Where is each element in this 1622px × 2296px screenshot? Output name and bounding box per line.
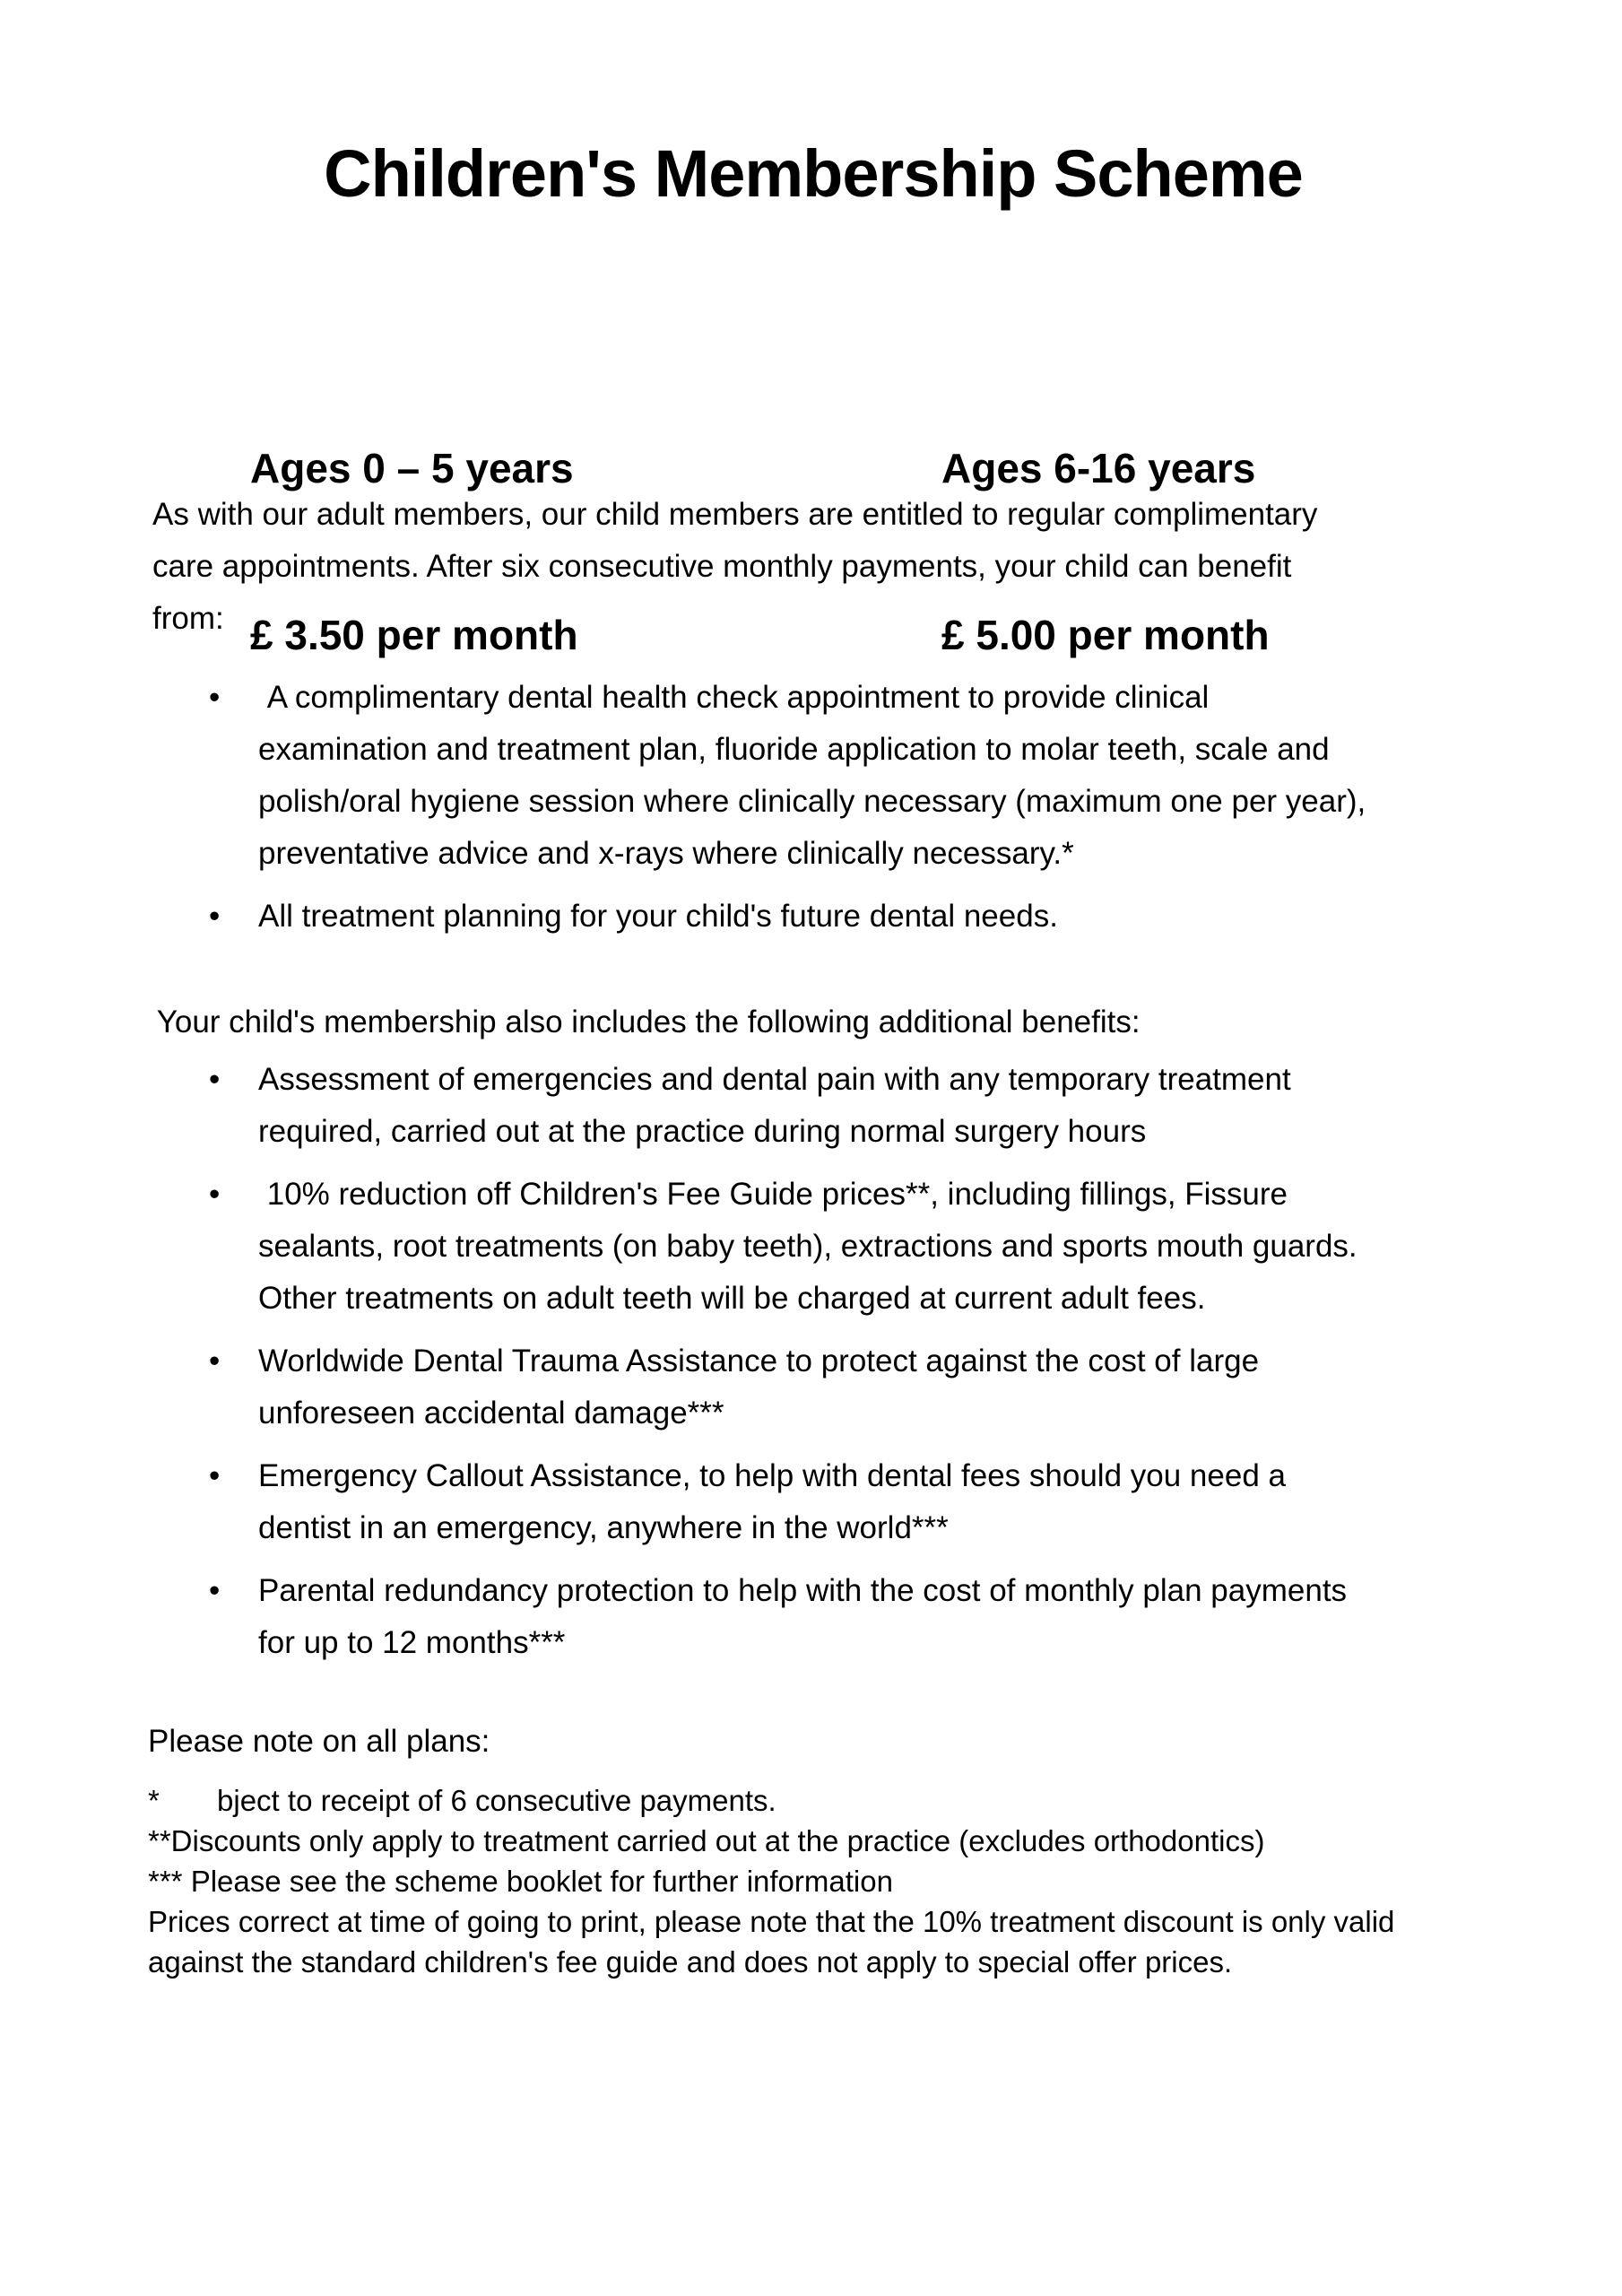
list-item: • 10% reduction off Children's Fee Guide prices**, including fillings, Fissure sealants, root treatments (on baby teeth), extractions and sports mouth guards. Other treatments on adult teeth will be charged at current adult fees. <box>148 1169 1370 1325</box>
list-item: • Assessment of emergencies and dental pain with any temporary treatment required, carried out at the practice during normal surgery hours <box>148 1054 1370 1158</box>
list-item: • Parental redundancy protection to help with the cost of monthly plan payments for up to 12 months*** <box>148 1565 1370 1669</box>
primary-benefits-list <box>148 672 1479 943</box>
list-item: • Worldwide Dental Trauma Assistance to protect against the cost of large unforeseen accidental damage*** <box>148 1335 1370 1439</box>
list-item: • Emergency Callout Assistance, to help with dental fees should you need a dentist in an emergency, anywhere in the world*** <box>148 1450 1370 1554</box>
price-amount-label: £ 5.00 per month <box>941 611 1270 658</box>
footnote-double-asterisk: **Discounts only apply to treatment carried out at the practice (excludes orthodontics) <box>148 1823 1265 1857</box>
list-item: • A complimentary dental health check appointment to provide clinical examination and treatment plan, fluoride application to molar teeth, scale and polish/oral hygiene session where clinically necessary (maximum one per year), preventative advice and x-rays where clinically necessary.* <box>148 672 1370 880</box>
page-title: Children's Membership Scheme <box>324 136 1303 211</box>
additional-benefits-heading: Your child's membership also includes the following additional benefits: <box>148 1004 1141 1039</box>
price-ages-label: Ages 0 – 5 years <box>250 444 574 491</box>
price-amount-label: £ 3.50 per month <box>250 611 578 658</box>
footnotes-section <box>148 1780 1466 1982</box>
plans-note-heading: Please note on all plans: <box>148 1723 490 1759</box>
additional-benefits-list <box>148 1054 1479 1669</box>
footnote-single-asterisk: * bject to receipt of 6 consecutive payments. <box>148 1783 776 1817</box>
price-ages-label: Ages 6-16 years <box>941 444 1256 491</box>
footnote-prices-disclaimer: Prices correct at time of going to print, please note that the 10% treatment discount is only valid against the standard children's fee guide and does not apply to special offer prices. <box>148 1904 1403 1979</box>
footnote-triple-asterisk: *** Please see the scheme booklet for further information <box>148 1864 893 1898</box>
list-item: • All treatment planning for your child's future dental needs. <box>148 891 1370 943</box>
intro-paragraph: As with our adult members, our child members are entitled to regular complimentary care appointments. After six consecutive monthly payments, your child can benefit from: <box>152 496 1327 636</box>
